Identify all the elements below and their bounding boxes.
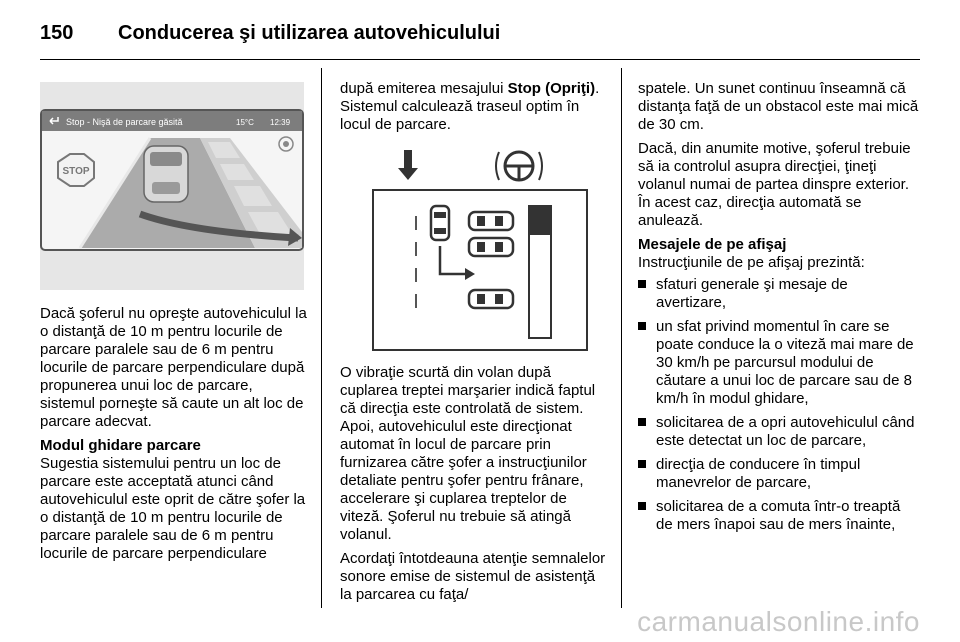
col3-paragraph-1: spatele. Un sunet continuu înseamnă că distanţa faţă de un obstacol este mai mică de 30 cm. [638, 80, 919, 133]
col2-paragraph-2: O vibraţie scurtă din volan după cuplarea treptei marşarier indică faptul că direcţia este controlată de sistem. Apoi, autovehiculul este direcţionat automat în locul de parcare prin furnizarea către şofer a instrucţiunilor detaliate pentru şofer pentru frânare, accelerare şi cuplarea treptelor de viteză. Şoferul nu trebuie să atingă volanul. [340, 364, 596, 543]
own-car-icon [431, 206, 449, 240]
column-2-top [340, 80, 606, 134]
column-2-bottom [340, 364, 606, 604]
header-rule [40, 59, 920, 60]
parking-display-illustration [40, 82, 304, 290]
column-divider-2 [621, 68, 622, 608]
parking-guidance-illustration [353, 140, 603, 352]
parking-guidance-figure [353, 140, 603, 352]
col1-paragraph-1: Dacă şoferul nu opreşte autovehiculul la o distanţă de 10 m pentru locurile de parcare paralele sau de 6 m pentru locurile de parcare perpendiculare după propunerea unui loc de parcare, sistemul porneşte să caute un alt loc de parcare adecvat. [40, 305, 307, 430]
stop-message-label: Stop (Opriţi) [507, 80, 596, 97]
list-item: un sfat privind momentul în care se poate conduce la o viteză mai mare de 30 km/h pe parcursul modului de căutare a unui loc de parcare sau de 8 km/h în modul ghidare, [638, 318, 920, 408]
col3-intro: Instrucţiunile de pe afişaj prezintă: [638, 254, 865, 271]
col2-paragraph-1 [340, 80, 606, 134]
col2-paragraph-3: Acordaţi întotdeauna atenţie semnalelor sonore emise de sistemul de asistenţă la parcarea cu faţa/ [340, 550, 606, 603]
list-item: solicitarea de a opri autovehiculul când este detectat un loc de parcare, [638, 414, 920, 450]
list-item: direcţia de conducere în timpul manevrelor de parcare, [638, 456, 920, 492]
list-item: solicitarea de a comuta într-o treaptă de mers înapoi sau de mers înainte, [638, 498, 920, 534]
page-title: Conducerea şi utilizarea autovehiculului [118, 22, 501, 44]
car-icon [144, 146, 188, 202]
display-messages-list [638, 276, 920, 534]
parked-car-2-icon [469, 238, 513, 256]
column-1 [40, 305, 308, 563]
col1-paragraph-2: Sugestia sistemului pentru un loc de parcare este acceptată atunci când autovehiculul este oprit de către şofer la o distanţă de 10 m pentru locurile de parcare paralele sau de 6 m pentru locurile de parcare perpendiculare [40, 455, 306, 562]
col1-heading: Modul ghidare parcare [40, 437, 201, 454]
page-number: 150 [40, 22, 74, 44]
column-divider-1 [321, 68, 322, 608]
col3-paragraph-2: Dacă, din anumite motive, şoferul trebuie să ia controlul asupra direcţiei, ţineţi volanul numai de partea dinspre exterior. În acest caz, direcţia automată se anulează. [638, 140, 911, 229]
display-title: Stop - Nişă de parcare găsită [66, 117, 183, 127]
col2-paragraph-1-start: după emiterea mesajului [340, 80, 504, 97]
parked-car-3-icon [469, 290, 513, 308]
list-item: sfaturi generale şi mesaje de avertizare, [638, 276, 920, 312]
parked-car-1-icon [469, 212, 513, 230]
display-temperature: 15°C [236, 118, 254, 127]
col2-paragraph-1-end: . Sistemul calculează traseul optim în locul de parcare. [340, 80, 600, 133]
distance-bar [529, 206, 551, 338]
page-header [0, 0, 960, 60]
display-time: 12:39 [270, 118, 291, 127]
stop-sign-icon [58, 154, 94, 186]
watermark: carmanualsonline.info [637, 606, 920, 637]
parking-display-figure [40, 82, 304, 290]
column-3 [638, 80, 920, 540]
stop-sign-text: STOP [62, 166, 90, 177]
col3-heading: Mesajele de pe afişaj [638, 236, 787, 253]
